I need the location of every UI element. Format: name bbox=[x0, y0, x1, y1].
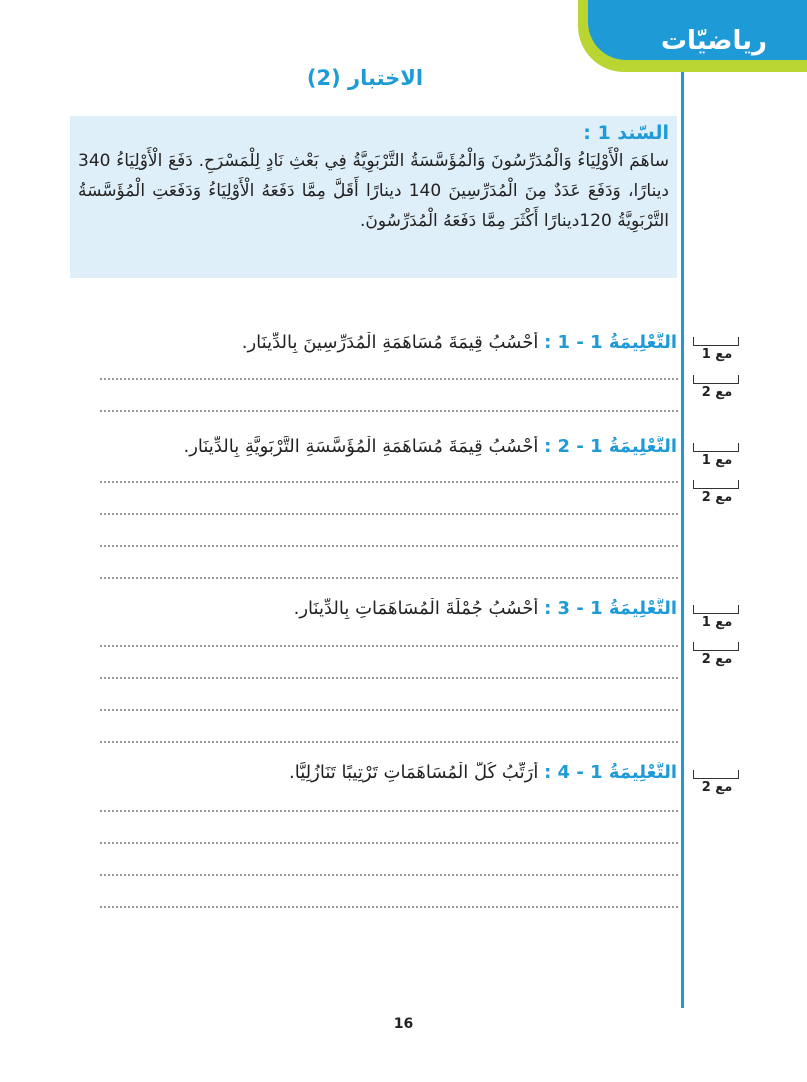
task-1 bbox=[80, 332, 677, 353]
test-title: الاختبار (2) bbox=[306, 66, 424, 90]
answer-line[interactable] bbox=[100, 410, 678, 412]
mark-label: مع 2 bbox=[701, 652, 733, 667]
task-3 bbox=[80, 598, 677, 619]
task-text: أَحْسُبُ جُمْلَةَ الْمُسَاهَمَاتِ بِالدِّينَارِ. bbox=[293, 598, 539, 619]
answer-line[interactable] bbox=[100, 577, 678, 579]
mark-label: مع 2 bbox=[701, 780, 733, 795]
answer-line[interactable] bbox=[100, 906, 678, 908]
sanad-text: ساهَمَ الْأَوْلِيَاءُ وَالْمُدَرِّسُونَ وَالْمُؤَسَّسَةُ التَّرْبَوِيَّةُ فِي بَعْثِ نَادٍ لِلْمَسْرَحِ. دَفَعَ الْأَوْلِيَاءُ 340 دينارًا، وَدَفَعَ عَدَدٌ مِنَ الْمُدَرِّسِينَ 140 دينارًا أَقَلَّ مِمَّا دَفَعَهُ الْأَوْلِيَاءُ وَدَفَعَتِ الْمُؤَسَّسَةُ التَّرْبَوِيَّةُ 120دينارًا أَكْثَرَ مِمَّا دَفَعَهُ الْمُدَرِّسُونَ. bbox=[78, 151, 669, 231]
answer-line[interactable] bbox=[100, 481, 678, 483]
mark-box bbox=[693, 642, 739, 651]
sanad-title: السّند 1 : bbox=[583, 122, 669, 144]
task-4 bbox=[80, 762, 677, 783]
answer-line[interactable] bbox=[100, 741, 678, 743]
page-number: 16 bbox=[393, 1016, 414, 1032]
answer-line[interactable] bbox=[100, 677, 678, 679]
mark-box bbox=[693, 605, 739, 614]
criterion-mark-2[interactable] bbox=[693, 770, 741, 802]
criterion-mark-2[interactable] bbox=[693, 375, 741, 407]
mark-label: مع 2 bbox=[701, 490, 733, 505]
mark-box bbox=[693, 480, 739, 489]
task-label: التَّعْلِيمَةُ 1 - 3 : bbox=[544, 598, 677, 619]
task-label: التَّعْلِيمَةُ 1 - 2 : bbox=[544, 436, 677, 457]
answer-line[interactable] bbox=[100, 645, 678, 647]
task-2 bbox=[80, 436, 677, 457]
answer-line[interactable] bbox=[100, 810, 678, 812]
criterion-mark-1[interactable] bbox=[693, 443, 741, 475]
criterion-mark-2[interactable] bbox=[693, 642, 741, 674]
criterion-mark-2[interactable] bbox=[693, 480, 741, 512]
answer-line[interactable] bbox=[100, 709, 678, 711]
sanad-box bbox=[70, 116, 677, 278]
answer-line[interactable] bbox=[100, 874, 678, 876]
mark-label: مع 1 bbox=[701, 615, 733, 630]
task-text: أَحْسُبُ قِيمَةَ مُسَاهَمَةِ الْمُدَرِّسِينَ بِالدِّينَارِ. bbox=[241, 332, 539, 353]
mark-label: مع 2 bbox=[701, 385, 733, 400]
mark-box bbox=[693, 443, 739, 452]
mark-label: مع 1 bbox=[701, 453, 733, 468]
subject-title: رياضيّات bbox=[660, 26, 767, 56]
mark-box bbox=[693, 770, 739, 779]
answer-line[interactable] bbox=[100, 842, 678, 844]
criterion-mark-1[interactable] bbox=[693, 337, 741, 369]
criterion-mark-1[interactable] bbox=[693, 605, 741, 637]
task-label: التَّعْلِيمَةُ 1 - 4 : bbox=[544, 762, 677, 783]
answer-line[interactable] bbox=[100, 513, 678, 515]
task-text: أُرَتِّبُ كُلَّ الْمُسَاهَمَاتِ تَرْتِيبًا تَنَازُلِيًّا. bbox=[289, 762, 539, 783]
answer-line[interactable] bbox=[100, 378, 678, 380]
mark-box bbox=[693, 375, 739, 384]
margin-divider bbox=[681, 72, 684, 1008]
mark-box bbox=[693, 337, 739, 346]
task-text: أَحْسُبُ قِيمَةَ مُسَاهَمَةِ الْمُؤَسَّسَةِ التَّرْبَوِيَّةِ بِالدِّينَارِ. bbox=[183, 436, 539, 457]
mark-label: مع 1 bbox=[701, 347, 733, 362]
task-label: التَّعْلِيمَةُ 1 - 1 : bbox=[544, 332, 677, 353]
answer-line[interactable] bbox=[100, 545, 678, 547]
